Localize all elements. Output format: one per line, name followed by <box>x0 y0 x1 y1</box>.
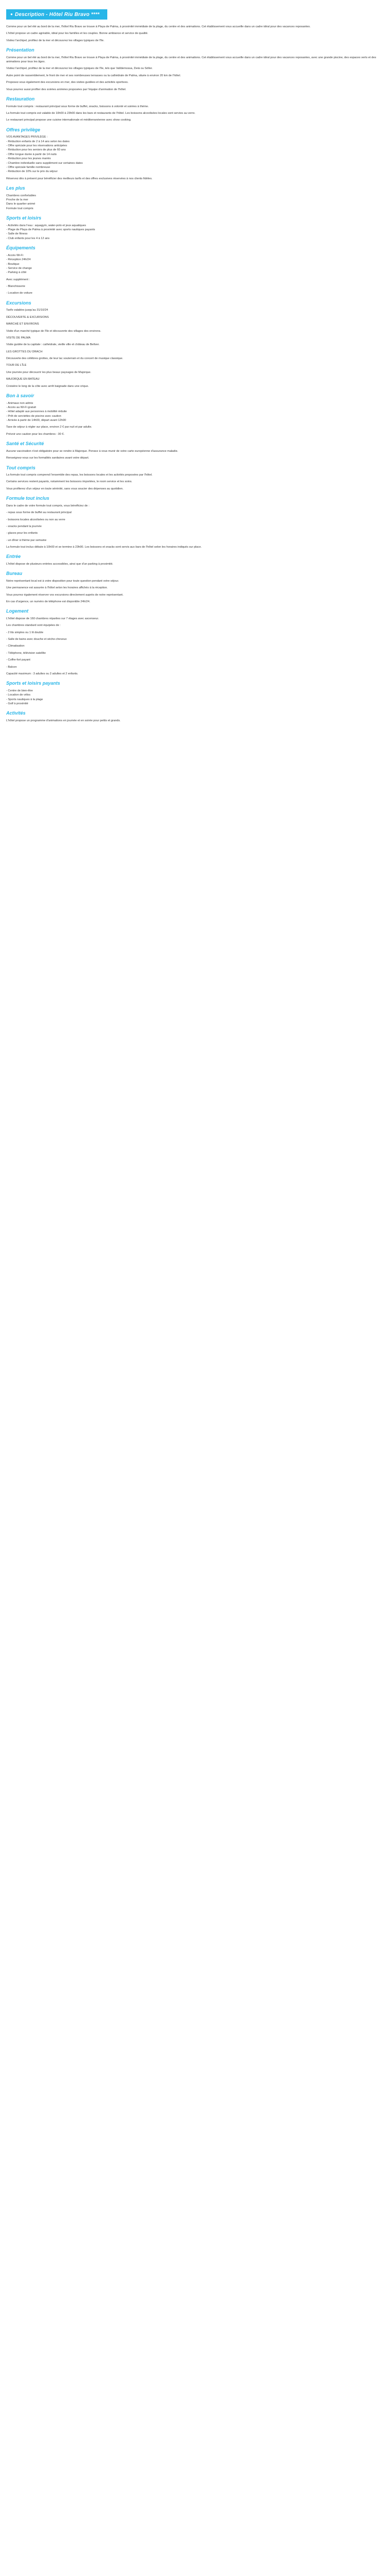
section <box>6 680 385 706</box>
section-title: Entrée <box>6 554 21 560</box>
paragraph: Capacité maximum : 3 adultes ou 2 adultes et 2 enfants. <box>6 672 78 676</box>
section <box>6 185 385 211</box>
section <box>6 300 385 388</box>
paragraph: Vous pourrez aussi profiter des soirées animées proposées par l'équipe d'animation de l'hôtel. <box>6 88 126 91</box>
paragraph: Tarifs valables jusqu'au 31/10/24 <box>6 309 48 312</box>
paragraph: Taxe de séjour à régler sur place, environ 2 € par nuit et par adulte. <box>6 426 92 429</box>
list-item: - Plage de Playa de Palma à proximité avec sports nautiques payants <box>6 228 95 232</box>
section-title: Excursions <box>6 300 31 306</box>
list-item: - Service de change <box>6 266 32 270</box>
paragraph: L'hôtel dispose de plusieurs entrées accessibles, ainsi que d'un parking à proximité. <box>6 562 113 566</box>
list-item: - Accès Wi-Fi <box>6 253 23 257</box>
section-title: Logement <box>6 608 29 614</box>
paragraph: - Coffre-fort payant <box>6 658 30 662</box>
paragraph: Certains services restent payants, notamment les boissons importées, le room service et les soins. <box>6 480 133 484</box>
paragraph: DÉCOUVERTE & EXCURSIONS <box>6 315 49 319</box>
section-title: Présentation <box>6 47 35 53</box>
section-title: Sports et loisirs <box>6 215 42 221</box>
paragraph: Notre représentant local est à votre disposition pour toute question pendant votre séjour. <box>6 579 119 583</box>
paragraph: Comme pour un bel été au bord de la mer, l'hôtel Riu Bravo se trouve à Playa de Palma, à proximité immédiate de la plage, du centre et des animations. Cet établissement vous accueille dans un cadre idéal pour des vacances reposantes. <box>6 25 311 28</box>
intro-section <box>6 25 385 43</box>
section <box>6 553 385 566</box>
paragraph: Vous profiterez d'un séjour en toute sérénité, sans vous soucier des dépenses au quotidien. <box>6 487 124 490</box>
section-list <box>6 224 385 241</box>
paragraph: Visitez l'archipel, profitez de la mer et découvrez les villages typiques de l'île. <box>6 39 105 42</box>
section <box>6 96 385 123</box>
paragraph: Prévoir une caution pour les chambres : 30 €. <box>6 432 64 436</box>
paragraph: Comme pour un bel été au bord de la mer, l'hôtel Riu Bravo se trouve à Playa de Palma, à proximité immédiate de la plage, du centre et des animations. Cet établissement vous accueille dans un cadre idéal pour des vacances reposantes, avec une grande piscine, des espaces verts et des animations pour tous les âges. <box>6 56 377 64</box>
paragraph: Vous pourrez également réserver vos excursions directement auprès de notre représentant. <box>6 593 124 597</box>
section-title: Bon à savoir <box>6 393 35 399</box>
paragraph: Aucune vaccination n'est obligatoire pour se rendre à Majorque. Pensez à vous munir de votre carte européenne d'assurance maladie. <box>6 449 178 453</box>
paragraph: Avec supplément : <box>6 278 30 281</box>
paragraph: - Salle de bains avec douche et sèche-cheveux <box>6 638 67 641</box>
section <box>6 127 385 181</box>
list-item: - Boutique <box>6 262 20 266</box>
paragraph: L'hôtel propose un programme d'animations en journée et en soirée pour petits et grands. <box>6 719 121 722</box>
section-list <box>6 135 385 174</box>
list-item: Chambres confortables <box>6 194 36 197</box>
list-item: Formule tout compris <box>6 207 34 210</box>
paragraph: La formule tout compris comprend l'ensemble des repas, les boissons locales et les activités proposées par l'hôtel. <box>6 473 153 477</box>
paragraph: MAJORQUE EN BATEAU <box>6 378 40 381</box>
paragraph: - Climatisation <box>6 645 25 648</box>
section <box>6 710 385 723</box>
section-title: Offres privilège <box>6 127 40 132</box>
paragraph: MARCHÉ ET ENVIRONS <box>6 323 39 326</box>
list-item: - Salle de fitness <box>6 232 28 236</box>
list-item: - Location de vélos <box>6 693 30 697</box>
description-content <box>6 25 385 723</box>
section-title: Équipements <box>6 245 36 251</box>
paragraph: VISITE DE PALMA <box>6 336 31 340</box>
paragraph: Le restaurant principal propose une cuisine internationale et méditerranéenne avec show cooking. <box>6 118 132 122</box>
section-title: Bureau <box>6 571 23 577</box>
section <box>6 570 385 604</box>
paragraph: TOUR DE L'ÎLE <box>6 364 27 367</box>
section-title: Restauration <box>6 96 35 102</box>
list-item: Dans le quartier animé <box>6 202 36 206</box>
section <box>6 495 385 549</box>
section-list <box>6 194 385 211</box>
list-item: - Arrivée à partir de 14h00, départ avant 12h00 <box>6 419 66 422</box>
paragraph: Autre point de rassemblement, le front de mer et ses nombreuses terrasses ou la cathédrale de Palma, située à environ 20 km de l'hôtel. <box>6 74 181 77</box>
list-item: - Réduction enfants de 2 à 14 ans selon les dates <box>6 140 70 143</box>
section <box>6 47 385 92</box>
paragraph: - glaces pour les enfants <box>6 532 38 535</box>
list-item: - Golf à proximité <box>6 702 28 706</box>
list-item: - Animaux non admis <box>6 401 34 405</box>
paragraph: Dans le cadre de votre formule tout compris, vous bénéficiez de : <box>6 504 90 507</box>
list-item: - Réception 24h/24 <box>6 258 31 262</box>
paragraph: - repas sous forme de buffet au restaurant principal <box>6 511 72 515</box>
list-item: - Accès au Wi-Fi gratuit <box>6 405 36 409</box>
paragraph: Visite guidée de la capitale : cathédrale, vieille ville et château de Bellver. <box>6 343 100 347</box>
paragraph: Visite d'un marché typique de l'île et découverte des villages des environs. <box>6 329 101 333</box>
section <box>6 245 385 296</box>
list-item: - Activités dans l'eau : aquagym, water-polo et jeux aquatiques <box>6 224 86 227</box>
list-item: - Offre spéciale famille nombreuse <box>6 165 51 169</box>
paragraph: - Blanchisserie <box>6 285 25 289</box>
list-item: - Chambre individuelle sans supplément sur certaines dates <box>6 161 83 165</box>
section <box>6 465 385 492</box>
section-title: Activités <box>6 710 26 716</box>
map-pin-icon: ● <box>10 12 13 16</box>
paragraph: LES GROTTES DU DRACH <box>6 350 43 353</box>
list-item: - Offre spéciale pour les réservations anticipées <box>6 144 68 147</box>
list-item: - Réduction pour les jeunes mariés <box>6 157 51 161</box>
list-item: - Hôtel adapté aux personnes à mobilité réduite <box>6 410 67 414</box>
list-item: - Réduction de 10% sur le prix du séjour <box>6 170 58 174</box>
paragraph: Une journée pour découvrir les plus beaux paysages de Majorque. <box>6 370 91 374</box>
section-list <box>6 401 385 423</box>
paragraph: L'hôtel propose un cadre agréable, idéal pour les familles et les couples. Bonne ambiance et service de qualité. <box>6 32 149 36</box>
page-title: Description - Hôtel Riu Bravo **** <box>14 11 100 18</box>
paragraph: Proposez-vous également des excursions en mer, des visites guidées et des activités sportives. <box>6 81 128 84</box>
paragraph: En cas d'urgence, un numéro de téléphone est disponible 24h/24. <box>6 600 90 604</box>
paragraph: La formule tout inclus débute à 10h00 et se termine à 23h00. Les boissons et snacks sont servis aux bars de l'hôtel selon les horaires indiqués sur place. <box>6 546 202 549</box>
paragraph: - snacks pendant la journée <box>6 524 42 528</box>
paragraph: Les chambres standard sont équipées de : <box>6 624 61 628</box>
list-item: Proche de la mer <box>6 198 28 201</box>
list-item: - Club enfants pour les 4 à 12 ans <box>6 236 50 240</box>
section-title: Santé et Sécurité <box>6 441 44 447</box>
paragraph: Une permanence est assurée à l'hôtel selon les horaires affichés à la réception. <box>6 586 108 590</box>
paragraph: Croisière le long de la côte avec arrêt baignade dans une crique. <box>6 384 89 388</box>
paragraph: Découverte des célèbres grottes, de leur lac souterrain et du concert de musique classique. <box>6 357 123 361</box>
section <box>6 608 385 676</box>
section-title: Sports et loisirs payants <box>6 681 60 686</box>
paragraph: L'hôtel dispose de 160 chambres réparties sur 7 étages avec ascenseur. <box>6 617 99 620</box>
paragraph: Formule tout compris : restaurant principal sous forme de buffet, snacks, boissons à volonté et soirées à thème. <box>6 105 149 108</box>
list-item: VOS AVANTAGES PRIVILÈGE : <box>6 135 48 139</box>
paragraph: - boissons locales alcoolisées ou non au verre <box>6 518 66 521</box>
paragraph: - Téléphone, télévision satellite <box>6 651 46 655</box>
list-item: - Centre de bien-être <box>6 689 33 692</box>
paragraph: Visitez l'archipel, profitez de la mer et découvrez les villages typiques de l'île, tels que Valldemossa, Deià ou Sóller. <box>6 67 153 71</box>
list-item: - Offre longue durée à partir de 14 nuits <box>6 152 57 156</box>
paragraph: - un dîner à thème par semaine <box>6 538 47 542</box>
section <box>6 440 385 460</box>
list-item: - Prêt de serviettes de piscine avec caution <box>6 414 61 418</box>
section-list <box>6 689 385 706</box>
list-item: - Réduction pour les seniors de plus de 60 ans <box>6 148 66 152</box>
section-title: Tout compris <box>6 465 36 470</box>
paragraph: - Location de voiture <box>6 292 32 295</box>
paragraph: - 2 lits simples ou 1 lit double <box>6 631 43 634</box>
list-item: - Parking à côté <box>6 271 27 275</box>
section <box>6 215 385 241</box>
section <box>6 393 385 436</box>
section-title: Les plus <box>6 185 25 191</box>
paragraph: Renseignez-vous sur les formalités sanitaires avant votre départ. <box>6 456 89 460</box>
paragraph: La formule tout compris est valable de 10h00 à 23h00 dans les bars et restaurants de l'hôtel. Les boissons alcoolisées locales sont servies au verre. <box>6 111 196 115</box>
list-item: - Sports nautiques à la plage <box>6 698 43 701</box>
page-title-bar <box>6 9 107 20</box>
section-list <box>6 253 385 275</box>
section-title: Formule tout inclus <box>6 496 50 501</box>
paragraph: - Balcon <box>6 665 17 669</box>
paragraph: Réservez dès à présent pour bénéficier des meilleurs tarifs et des offres exclusives réservées à nos clients fidèles. <box>6 177 153 180</box>
